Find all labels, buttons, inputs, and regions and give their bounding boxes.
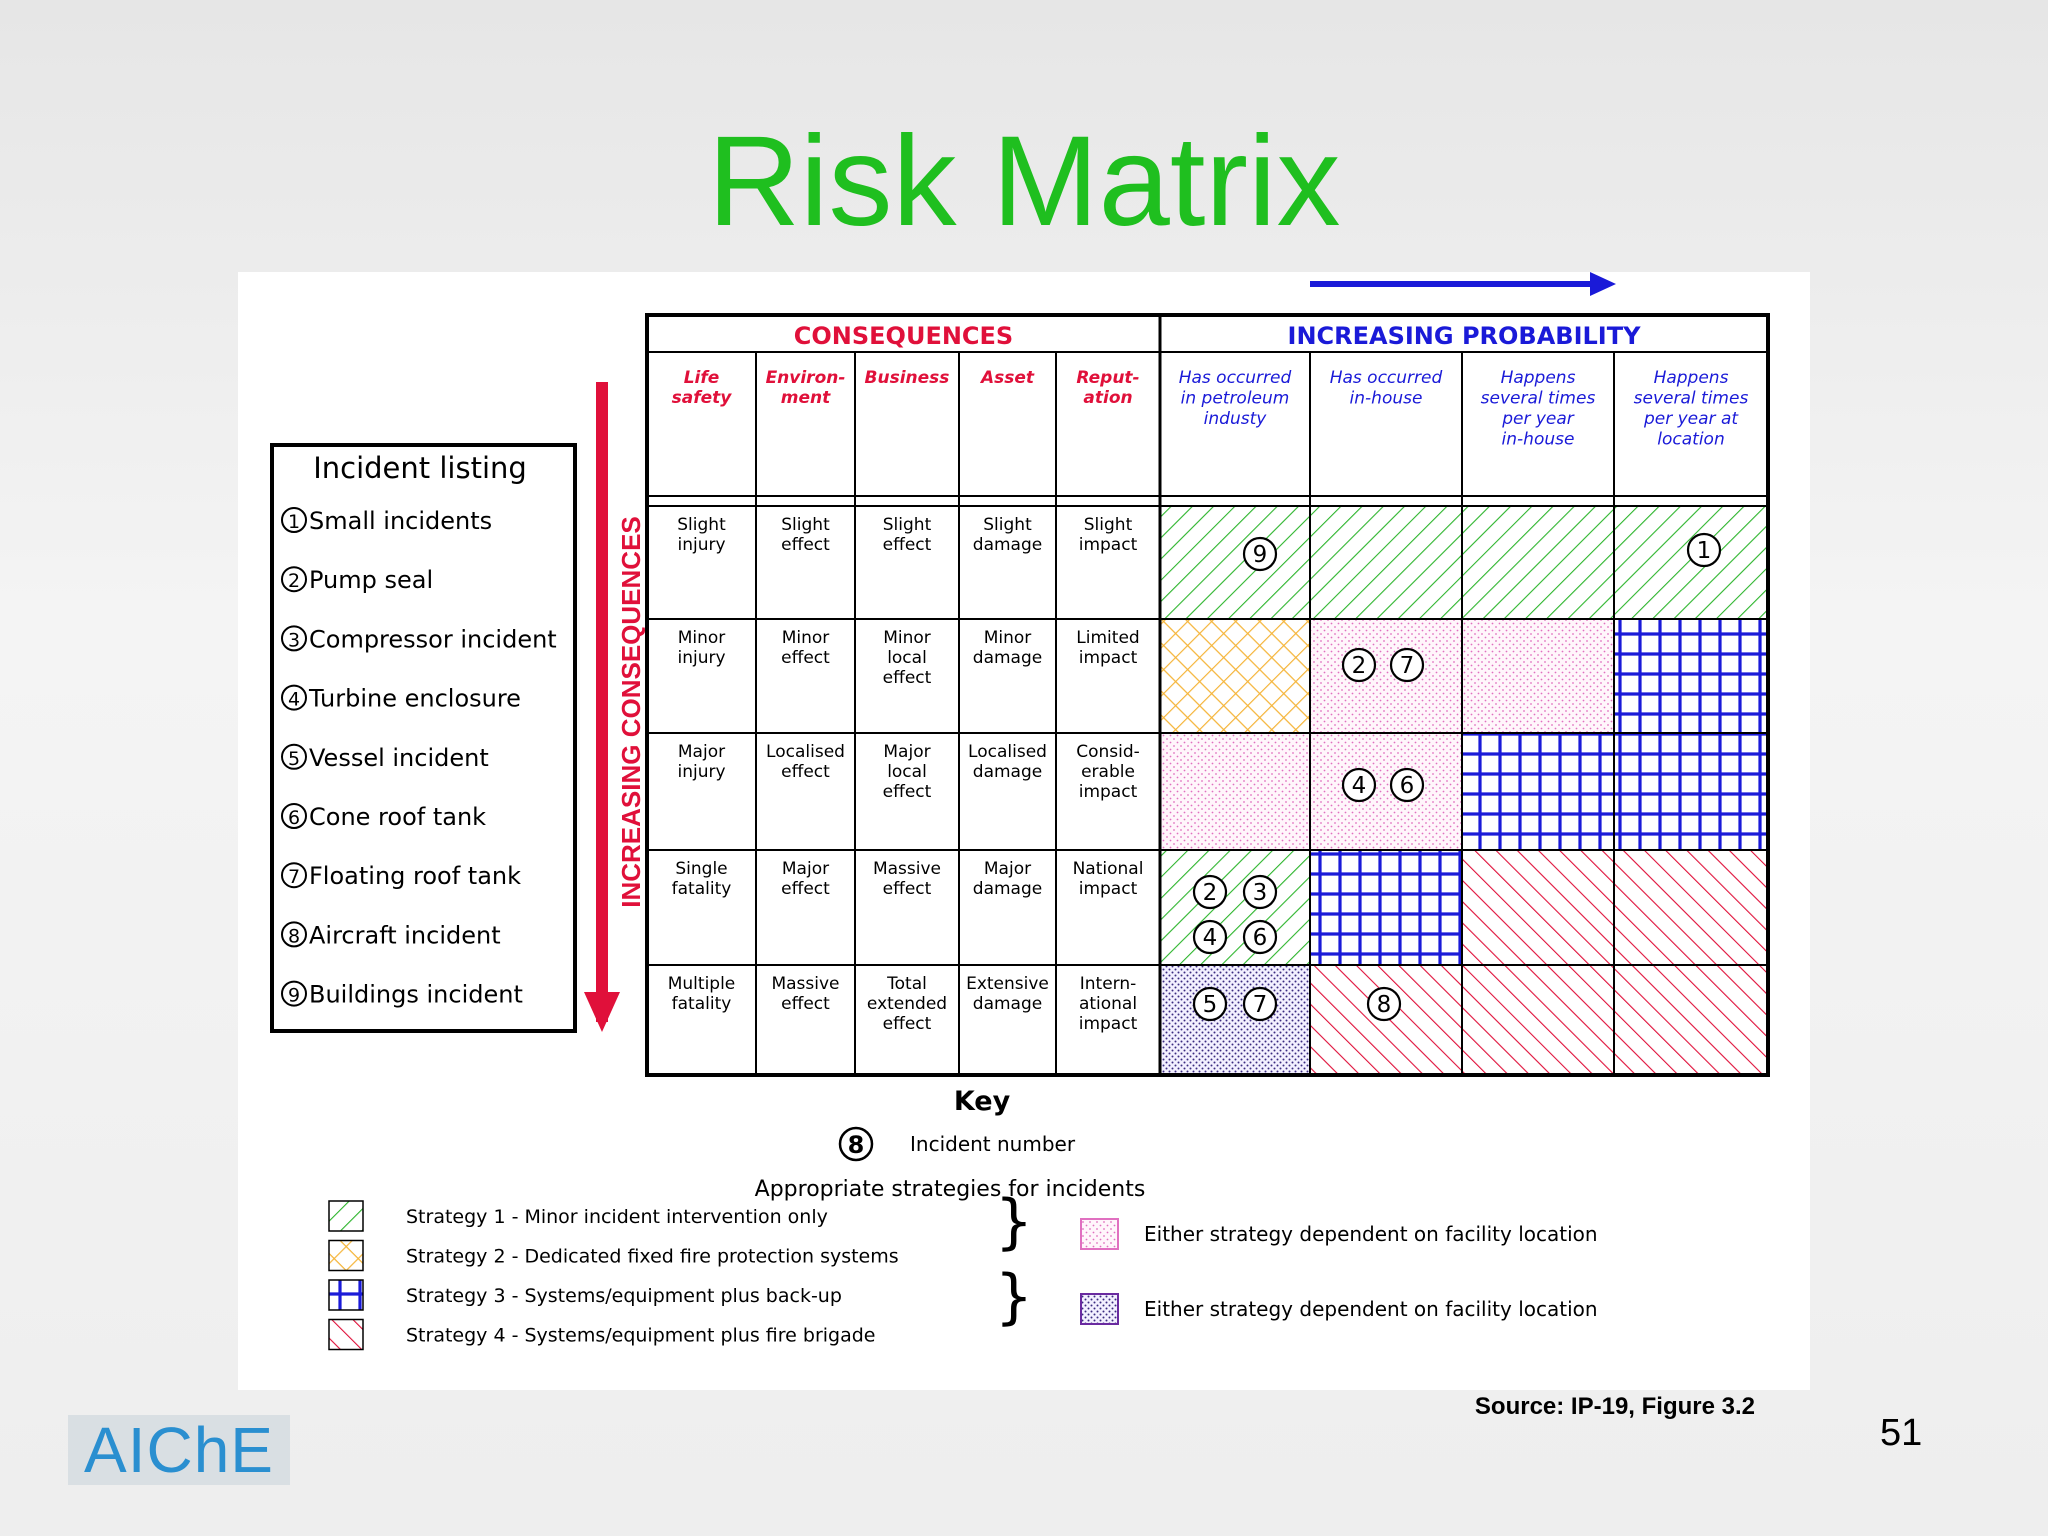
either-swatch-purple [1081, 1294, 1118, 1324]
incident-marker-4 [1194, 921, 1226, 953]
incident-label: Small incidents [309, 507, 493, 535]
probability-column-header: Happens [1500, 368, 1576, 388]
marker-number: 6 [1252, 925, 1268, 951]
matrix-cell-s1 [1160, 506, 1310, 619]
probability-column-header: Happens [1653, 368, 1729, 388]
strategy-swatch-s1 [329, 1201, 363, 1231]
marker-number: 4 [1202, 925, 1218, 951]
incident-item-3 [282, 625, 557, 653]
key-title: Key [953, 1086, 1011, 1117]
consequence-cell-text: National [1072, 859, 1144, 879]
incident-number: 8 [287, 925, 301, 948]
incident-item-1 [282, 507, 492, 535]
incident-marker-5 [1194, 988, 1226, 1020]
probability-column-header: location [1657, 429, 1725, 450]
probability-arrow [1310, 272, 1616, 296]
key-sample-number: 8 [847, 1131, 865, 1159]
incident-listing-box [272, 445, 575, 1031]
consequence-cell-text: Extensive [966, 974, 1049, 994]
incident-marker-7 [1244, 988, 1276, 1020]
consequence-cell-text: effect [882, 1014, 932, 1034]
source-citation: Source: IP-19, Figure 3.2 [1474, 1393, 1755, 1420]
marker-number: 7 [1252, 992, 1268, 1018]
either-label: Either strategy dependent on facility location [1144, 1297, 1598, 1321]
consequence-column-header: safety [671, 388, 732, 408]
incident-label: Floating roof tank [309, 862, 522, 891]
matrix-cell-s1 [1614, 506, 1768, 619]
consequence-cell-text: effect [781, 879, 830, 899]
probability-header: INCREASING PROBABILITY [1287, 322, 1641, 350]
incident-item-9 [282, 981, 523, 1009]
either-swatch-pink [1081, 1219, 1118, 1249]
strategy-label: Strategy 1 - Minor incident intervention only [406, 1206, 828, 1228]
matrix-cell-s2 [1160, 619, 1310, 733]
incident-item-5 [282, 744, 489, 772]
consequence-cell-text: Limited [1076, 628, 1140, 648]
matrix-cell-pink [1310, 619, 1462, 733]
matrix-cell-s3 [1614, 733, 1768, 850]
risk-matrix-figure [238, 272, 1810, 1390]
consequence-column-header: Life [683, 368, 720, 388]
incident-number: 5 [287, 747, 301, 770]
incident-label: Buildings incident [309, 980, 523, 1009]
matrix-cell-pink [1310, 733, 1462, 850]
risk-matrix-table [647, 315, 1768, 1075]
consequence-cell-text: Major [983, 859, 1032, 879]
consequence-cell-text: erable [1081, 762, 1135, 782]
strategy-item-2 [329, 1241, 899, 1271]
consequence-cell-text: damage [972, 648, 1043, 668]
incident-label: Pump seal [309, 566, 434, 595]
consequence-column-header: Reput- [1076, 368, 1140, 388]
probability-column-header: several times [1633, 388, 1749, 409]
vertical-consequence-label: INCREASING CONSEQUENCES [616, 516, 646, 908]
probability-column-header: in petroleum [1180, 388, 1290, 409]
consequence-cell-text: Slight [677, 515, 726, 535]
marker-number: 4 [1351, 773, 1367, 799]
strategy-item-4 [329, 1320, 876, 1350]
incident-marker-4 [1343, 769, 1375, 801]
consequence-cell-text: effect [781, 994, 830, 1014]
consequence-cell-text: Total [887, 974, 927, 994]
page-number: 51 [1880, 1412, 1923, 1454]
key-legend [329, 1086, 1598, 1350]
strategy-item-3 [329, 1280, 842, 1310]
consequence-column-header: Environ- [765, 368, 846, 388]
matrix-cell-s1 [1462, 506, 1614, 619]
probability-column-header: Has occurred [1178, 368, 1292, 388]
consequence-cell-text: Intern- [1079, 974, 1137, 994]
consequences-header: CONSEQUENCES [793, 322, 1014, 350]
consequence-cell-text: effect [781, 648, 830, 668]
matrix-cell-pink [1160, 733, 1310, 850]
incident-marker-6 [1244, 921, 1276, 953]
incident-listing-title: Incident listing [313, 451, 527, 485]
consequence-column-header: ation [1083, 388, 1133, 408]
consequence-cell-text: effect [781, 762, 830, 782]
incident-number: 3 [287, 629, 301, 652]
consequence-cell-text: damage [972, 762, 1043, 782]
marker-number: 5 [1202, 992, 1218, 1018]
incident-item-4 [282, 685, 521, 713]
consequence-arrow [584, 382, 620, 1032]
incident-label: Turbine enclosure [309, 684, 521, 713]
brace-1: } [994, 1187, 1034, 1257]
incident-label: Compressor incident [309, 625, 557, 654]
incident-marker-8 [1368, 988, 1400, 1020]
incident-label: Aircraft incident [309, 921, 501, 950]
strategy-label: Strategy 2 - Dedicated fixed fire protection systems [406, 1245, 899, 1268]
marker-number: 1 [1696, 538, 1712, 564]
key-sample-marker [840, 1128, 872, 1160]
consequence-cell-text: Minor [883, 628, 931, 648]
either-item-2 [1081, 1294, 1598, 1324]
incident-marker-9 [1244, 538, 1276, 570]
probability-column-header: industy [1203, 409, 1267, 429]
incident-marker-2 [1194, 876, 1226, 908]
marker-number: 2 [1351, 653, 1367, 679]
consequence-cell-text: Massive [771, 974, 840, 994]
consequence-cell-text: impact [1078, 782, 1138, 802]
strategies-heading: Appropriate strategies for incidents [754, 1177, 1146, 1202]
consequence-cell-text: Major [883, 742, 931, 762]
consequence-cell-text: Multiple [667, 974, 736, 994]
strategy-swatch-s2 [329, 1241, 363, 1271]
consequence-cell-text: effect [882, 879, 932, 899]
matrix-cell-s4 [1462, 850, 1614, 965]
incident-marker-3 [1244, 876, 1276, 908]
probability-column-header: several times [1480, 388, 1596, 409]
marker-number: 6 [1399, 773, 1415, 799]
matrix-cell-s4 [1614, 965, 1768, 1075]
strategy-swatch-s4 [329, 1320, 363, 1350]
matrix-cell-pink [1462, 619, 1614, 733]
aiche-logo: AIChE [68, 1415, 290, 1485]
probability-column-header: Has occurred [1329, 368, 1443, 388]
consequence-cell-text: impact [1078, 879, 1138, 899]
consequence-column-header: Asset [980, 368, 1035, 388]
consequence-cell-text: local [887, 648, 927, 668]
incident-label: Cone roof tank [309, 803, 487, 831]
either-item-1 [1081, 1219, 1598, 1249]
either-label: Either strategy dependent on facility location [1144, 1222, 1598, 1246]
consequence-cell-text: Slight [882, 515, 932, 535]
consequence-cell-text: Consid- [1076, 742, 1140, 762]
consequence-cell-text: Localised [968, 742, 1047, 762]
consequence-cell-text: fatality [671, 994, 732, 1014]
incident-number: 2 [287, 570, 301, 593]
incident-marker-7 [1391, 649, 1423, 681]
strategy-swatch-s3 [329, 1280, 363, 1310]
incident-number: 1 [287, 511, 301, 533]
consequence-cell-text: damage [972, 994, 1043, 1014]
consequence-cell-text: damage [972, 535, 1043, 555]
matrix-cell-s4 [1614, 850, 1768, 965]
incident-number-label: Incident number [910, 1132, 1076, 1156]
incident-item-6 [282, 803, 486, 831]
consequence-cell-text: Localised [766, 742, 845, 762]
matrix-cell-s3 [1614, 619, 1768, 733]
matrix-cell-s1 [1160, 850, 1310, 965]
consequence-cell-text: impact [1078, 1014, 1138, 1034]
consequence-cell-text: Major [677, 742, 726, 762]
consequence-cell-text: Slight [1083, 515, 1133, 535]
consequence-cell-text: Single [675, 859, 728, 879]
consequence-cell-text: Massive [872, 859, 942, 879]
consequence-cell-text: damage [972, 879, 1043, 899]
consequence-cell-text: effect [882, 535, 932, 555]
probability-column-header: in-house [1349, 388, 1423, 409]
consequence-cell-text: Minor [781, 628, 830, 648]
marker-number: 3 [1252, 880, 1268, 906]
marker-number: 2 [1202, 880, 1218, 906]
consequence-cell-text: Slight [983, 515, 1032, 535]
incident-marker-2 [1343, 649, 1375, 681]
matrix-cell-s3 [1310, 850, 1462, 965]
consequence-cell-text: Major [781, 859, 830, 879]
probability-column-header: in-house [1501, 429, 1575, 450]
probability-column-header: per year at [1643, 409, 1739, 429]
marker-number: 7 [1399, 653, 1415, 679]
consequence-cell-text: injury [677, 648, 726, 668]
strategy-label: Strategy 4 - Systems/equipment plus fire brigade [406, 1324, 876, 1347]
incident-item-8 [282, 921, 501, 949]
consequence-cell-text: injury [677, 535, 726, 555]
slide-title: Risk Matrix [707, 110, 1341, 253]
consequence-cell-text: local [887, 762, 927, 782]
strategy-item-1 [329, 1201, 828, 1231]
marker-number: 8 [1376, 992, 1392, 1018]
consequence-cell-text: impact [1078, 648, 1138, 668]
strategy-label: Strategy 3 - Systems/equipment plus back-up [406, 1285, 842, 1307]
risk-matrix-diagram [238, 272, 1810, 1390]
incident-number: 7 [287, 866, 301, 889]
consequence-cell-text: injury [677, 762, 726, 782]
incident-marker-1 [1688, 534, 1720, 566]
consequence-cell-text: effect [882, 782, 932, 802]
consequence-cell-text: Minor [983, 628, 1032, 648]
incident-label: Vessel incident [309, 743, 489, 772]
consequence-cell-text: Slight [781, 515, 830, 535]
brace-2: } [994, 1262, 1034, 1332]
marker-number: 9 [1252, 542, 1268, 568]
consequence-cell-text: ational [1078, 994, 1138, 1014]
incident-item-7 [282, 862, 521, 890]
consequence-column-header: Business [864, 368, 950, 388]
consequence-cell-text: impact [1078, 535, 1138, 555]
matrix-cell-purple [1160, 965, 1310, 1075]
matrix-cell-s1 [1310, 506, 1462, 619]
consequence-cell-text: extended [866, 994, 948, 1014]
consequence-column-header: ment [780, 388, 831, 408]
consequence-cell-text: effect [781, 535, 830, 555]
matrix-cell-s4 [1462, 965, 1614, 1075]
incident-number: 6 [287, 807, 301, 829]
consequence-cell-text: effect [882, 668, 932, 688]
matrix-cell-s3 [1462, 733, 1614, 850]
consequence-cell-text: Minor [677, 628, 726, 648]
consequence-cell-text: fatality [671, 879, 732, 899]
incident-number: 4 [287, 688, 301, 711]
incident-marker-6 [1391, 769, 1423, 801]
incident-number: 9 [287, 984, 301, 1007]
probability-column-header: per year [1502, 409, 1574, 429]
